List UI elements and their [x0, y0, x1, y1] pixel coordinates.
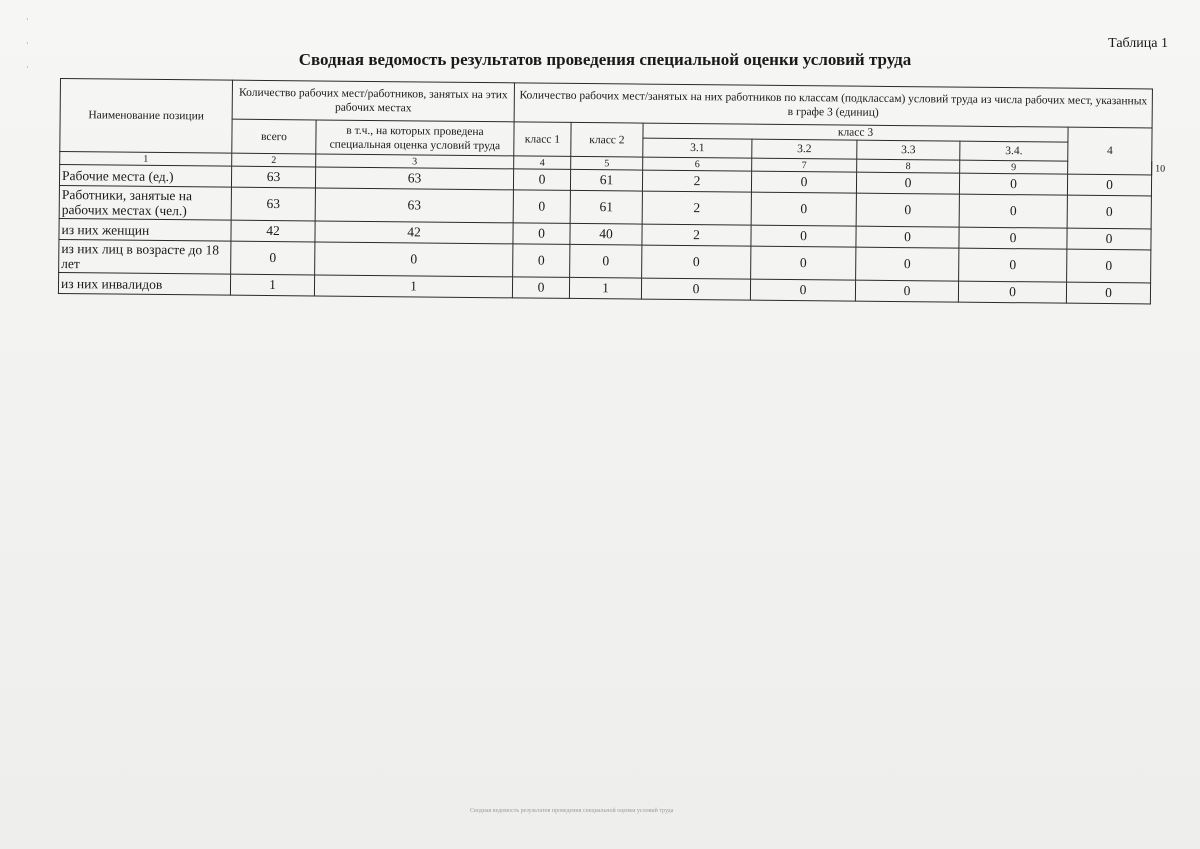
column-number: 9	[960, 160, 1068, 174]
table-cell: 0	[751, 192, 856, 226]
table-cell: 42	[315, 221, 513, 244]
table-cell: 61	[570, 169, 642, 191]
header-class3: класс 3	[643, 123, 1068, 142]
column-number: 6	[643, 157, 752, 171]
table-cell: 0	[570, 244, 642, 278]
table-cell: 0	[959, 248, 1067, 282]
table-cell: 0	[1067, 228, 1151, 250]
table-cell: 63	[315, 188, 513, 223]
table-cell: 0	[513, 244, 570, 278]
header-name: Наименование позиции	[60, 79, 233, 154]
summary-table	[58, 78, 1166, 304]
table-cell: 1	[314, 275, 512, 298]
row-label: из них женщин	[59, 218, 231, 241]
table-cell: 0	[855, 280, 958, 302]
row-label: Работники, занятые на рабочих местах (чел.)	[59, 185, 231, 220]
table-cell: 61	[570, 190, 642, 224]
page-footer: Сводная ведомость результатов проведения специальной оценки условий труда	[470, 808, 674, 814]
table-cell: 63	[315, 167, 513, 190]
header-group-workplaces: Количество рабочих мест/работников, занятых на этих рабочих местах	[232, 80, 514, 122]
summary-table-wrapper	[58, 78, 1166, 304]
column-number: 1	[60, 152, 232, 167]
row-label: из них инвалидов	[58, 272, 230, 295]
table-cell: 0	[641, 278, 750, 300]
table-cell: 0	[1067, 195, 1151, 229]
table-cell: 0	[959, 227, 1067, 249]
table-cell: 0	[751, 171, 856, 193]
header-class4: 4	[1068, 127, 1152, 175]
scan-margin-marks: · · ·	[26, 15, 29, 72]
row-label: Рабочие места (ед.)	[59, 165, 231, 188]
header-assessed: в т.ч., на которых проведена специальная оценка условий труда	[316, 120, 514, 156]
table-cell: 63	[231, 166, 315, 188]
table-cell: 2	[642, 191, 751, 225]
table-cell: 0	[513, 223, 570, 245]
table-cell: 0	[856, 172, 959, 194]
column-number: 7	[752, 158, 857, 172]
table-cell: 40	[570, 223, 642, 245]
table-cell: 0	[642, 245, 751, 279]
table-cell: 0	[751, 246, 856, 280]
table-cell: 0	[959, 194, 1067, 228]
header-class3-2: 3.2	[752, 139, 857, 159]
table-cell: 0	[856, 247, 959, 281]
column-number: 2	[232, 153, 316, 167]
table-cell: 0	[1067, 249, 1151, 283]
table-cell: 42	[231, 220, 315, 242]
header-total: всего	[232, 119, 316, 154]
table-cell: 1	[569, 277, 641, 299]
table-cell: 1	[230, 274, 314, 296]
header-class3-1: 3.1	[643, 138, 752, 158]
header-group-classes: Количество рабочих мест/занятых на них работников по классам (подклассам) условий труда из числа рабочих мест, указанных в графе 3 (единиц)	[514, 83, 1152, 128]
header-class3-3: 3.3	[857, 140, 960, 160]
table-cell: 0	[1066, 282, 1150, 304]
table-cell: 0	[959, 173, 1067, 195]
table-cell: 0	[315, 242, 513, 277]
table-cell: 0	[856, 193, 959, 227]
table-label: Таблица 1	[1108, 36, 1168, 51]
table-cell: 0	[513, 190, 570, 224]
table-cell: 63	[231, 187, 315, 221]
document-title: Сводная ведомость результатов проведения специальной оценки условий труда	[298, 50, 912, 69]
table-cell: 0	[231, 241, 315, 275]
table-cell: 0	[513, 169, 570, 191]
column-number: 3	[316, 154, 514, 169]
row-label: из них лиц в возрасте до 18 лет	[59, 239, 231, 274]
table-cell: 0	[512, 277, 569, 299]
column-number: 8	[857, 159, 960, 173]
table-cell: 0	[750, 279, 855, 301]
header-class1: класс 1	[514, 122, 571, 157]
table-cell: 0	[751, 225, 856, 247]
column-number: 5	[571, 156, 643, 170]
column-number: 4	[514, 156, 571, 170]
table-cell: 2	[642, 170, 751, 192]
header-class2: класс 2	[571, 122, 643, 157]
table-cell: 0	[958, 281, 1066, 303]
header-class3-4: 3.4.	[960, 141, 1068, 161]
table-cell: 0	[856, 226, 959, 248]
table-cell: 2	[642, 224, 751, 246]
table-cell: 0	[1067, 174, 1151, 196]
